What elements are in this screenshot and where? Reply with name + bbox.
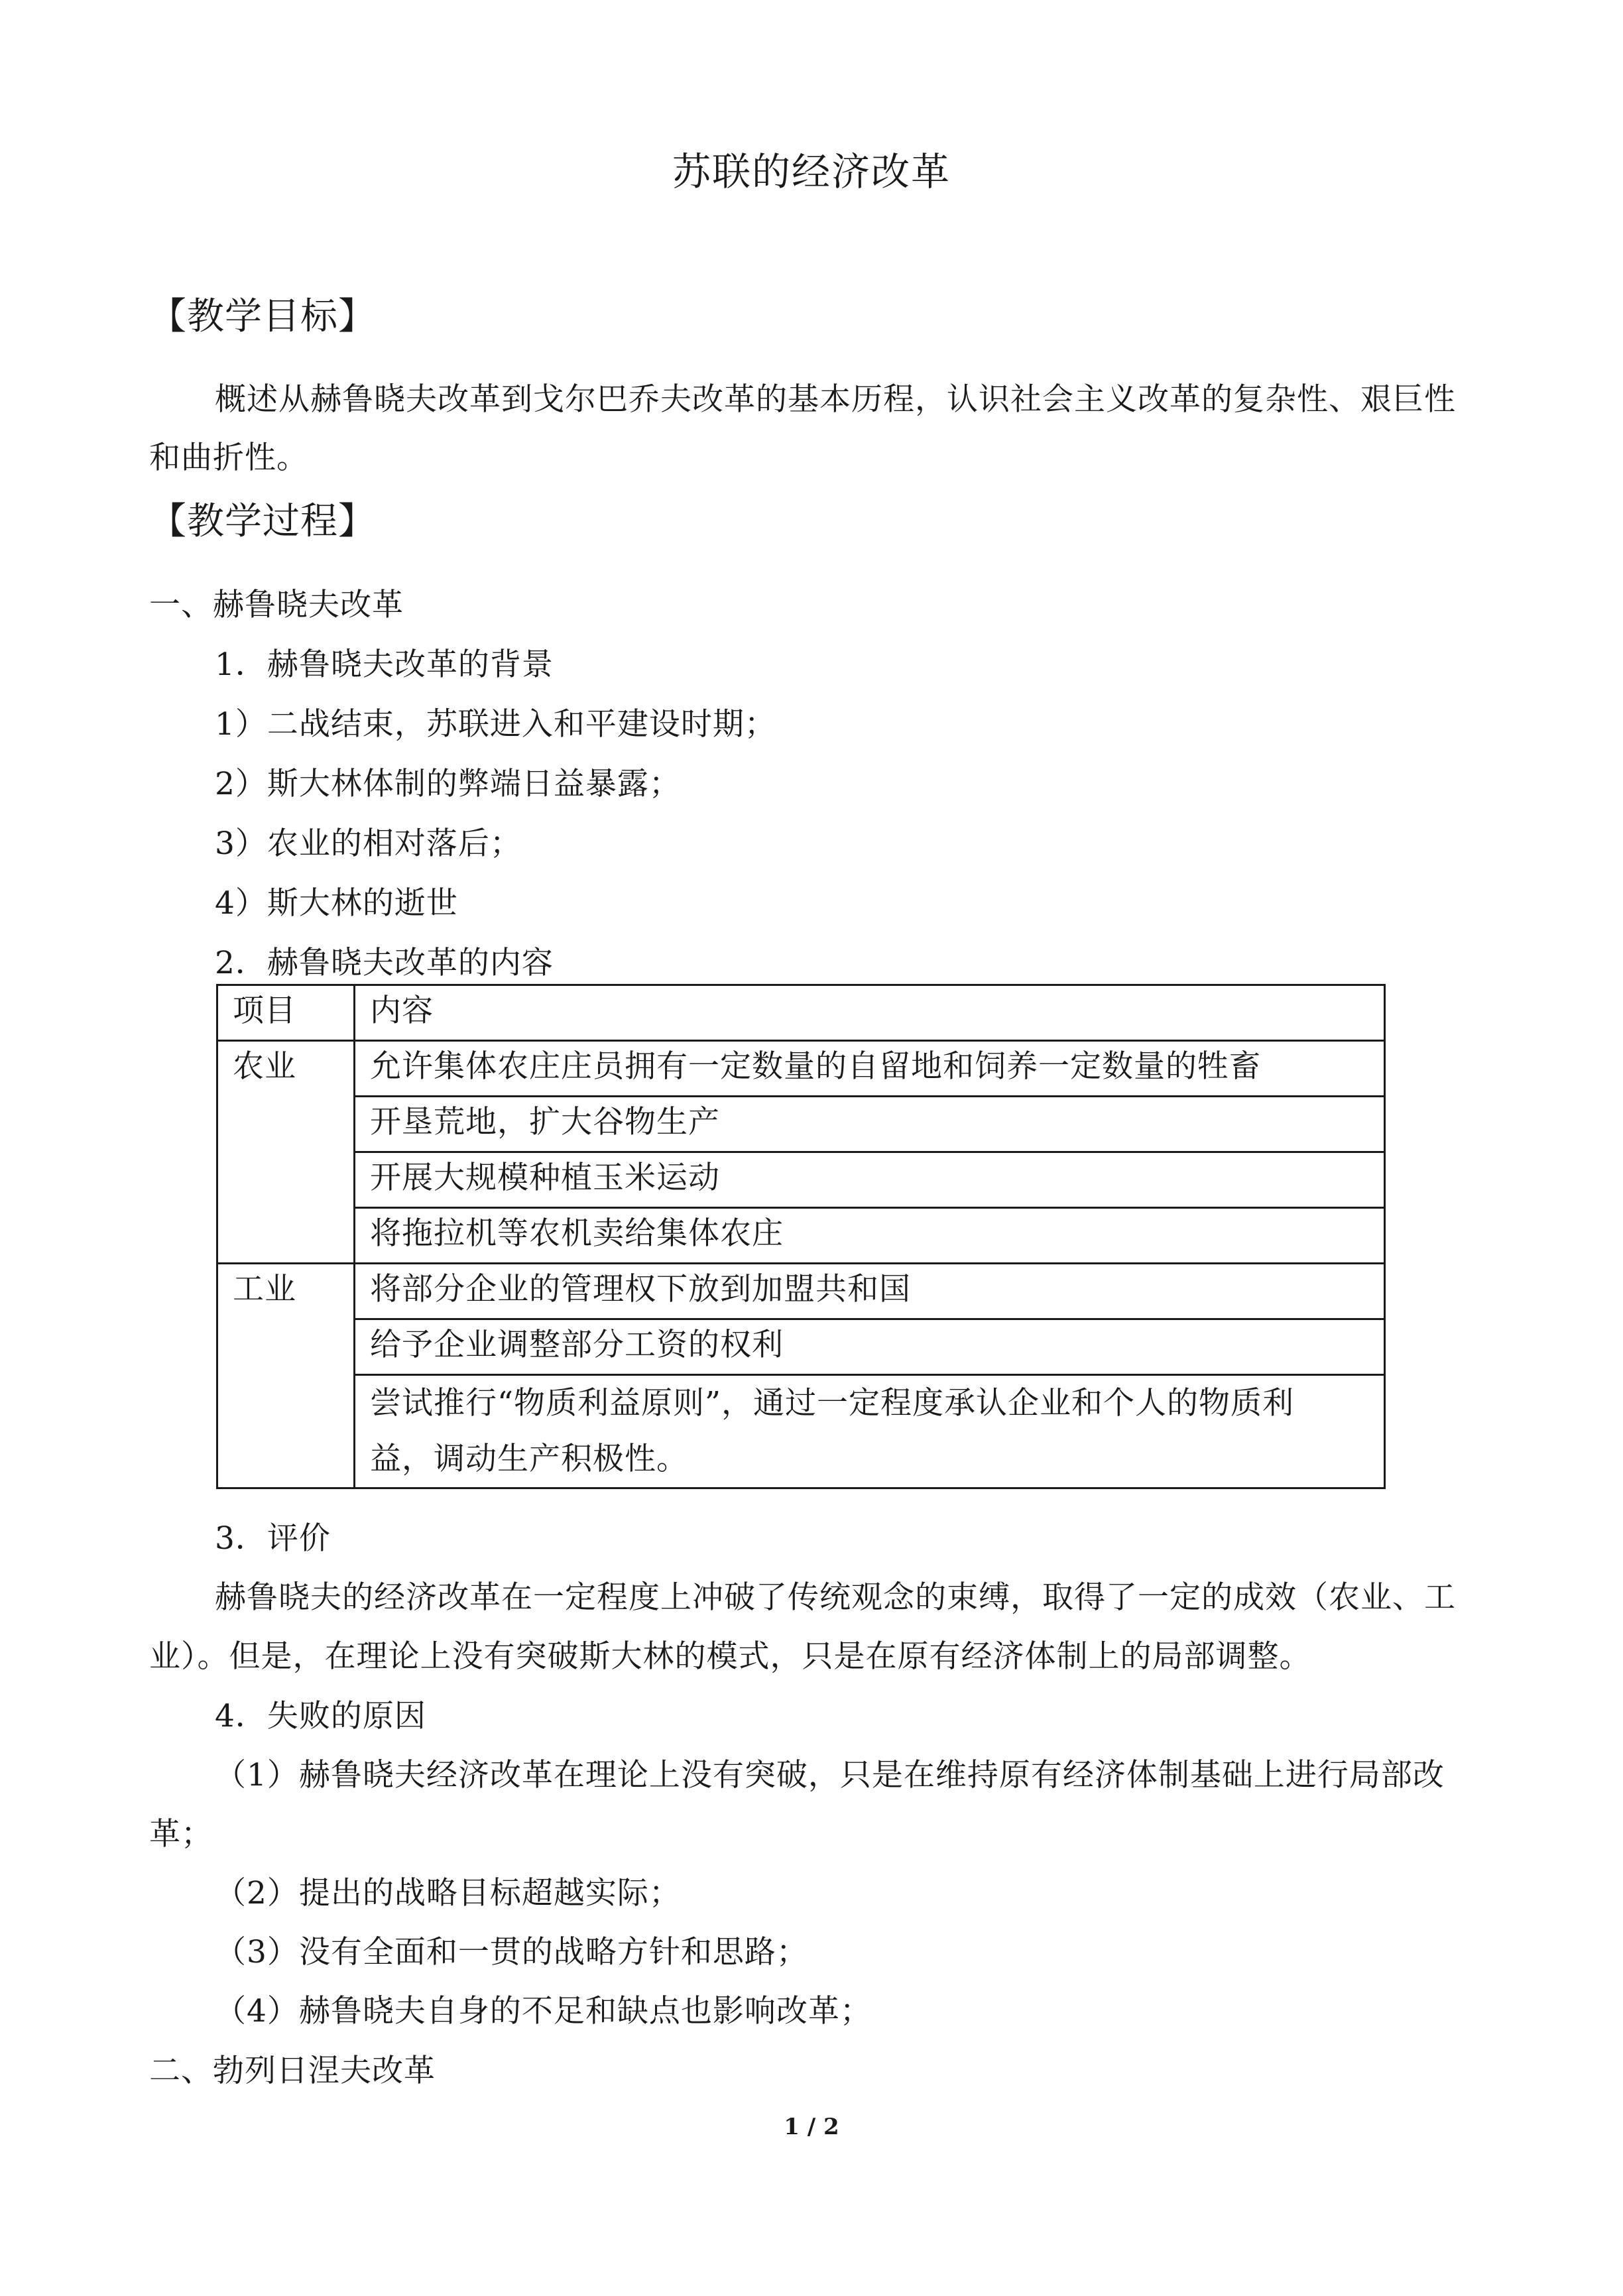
table-cell-line: 益，调动生产积极性。 xyxy=(370,1441,688,1477)
bg-item: 3）农业的相对落后； xyxy=(215,825,522,862)
page-title: 苏联的经济改革 xyxy=(672,149,951,194)
page-number: 1 / 2 xyxy=(784,2114,839,2140)
table-header-cell: 内容 xyxy=(355,985,1385,1041)
table-row xyxy=(217,1264,1385,1319)
part1-sub2: 2．赫鲁晓夫改革的内容 xyxy=(215,945,554,981)
table-row xyxy=(217,1041,1385,1097)
bg-item: 4）斯大林的逝世 xyxy=(215,885,458,922)
failure-item: （2）提出的战略目标超越实际； xyxy=(215,1875,681,1911)
objectives-text-line1: 概述从赫鲁晓夫改革到戈尔巴乔夫改革的基本历程，认识社会主义改革的复杂性、艰巨性 xyxy=(215,381,1456,418)
table-cell: 将部分企业的管理权下放到加盟共和国 xyxy=(355,1264,1385,1319)
table-cell: 将拖拉机等农机卖给集体农庄 xyxy=(355,1208,1385,1264)
table-cell: 开垦荒地，扩大谷物生产 xyxy=(355,1097,1385,1152)
bg-item: 2）斯大林体制的弊端日益暴露； xyxy=(215,766,681,802)
table-header-row xyxy=(217,985,1385,1041)
failure-item: （4）赫鲁晓夫自身的不足和缺点也影响改革； xyxy=(215,1993,872,2029)
category-agriculture: 农业 xyxy=(217,1041,355,1264)
reform-content-table xyxy=(216,984,1386,1489)
objectives-heading: 【教学目标】 xyxy=(149,295,376,338)
bg-item: 1）二战结束，苏联进入和平建设时期； xyxy=(215,706,776,743)
evaluation-line1: 赫鲁晓夫的经济改革在一定程度上冲破了传统观念的束缚，取得了一定的成效（农业、工 xyxy=(215,1579,1456,1616)
process-heading: 【教学过程】 xyxy=(149,500,376,543)
category-industry: 工业 xyxy=(217,1264,355,1488)
table-row xyxy=(217,1208,1385,1264)
part1-sub3: 3．评价 xyxy=(215,1520,331,1557)
failure-item: （1）赫鲁晓夫经济改革在理论上没有突破，只是在维持原有经济体制基础上进行局部改 xyxy=(215,1757,1445,1793)
evaluation-line2: 业）。但是，在理论上没有突破斯大林的模式，只是在原有经济体制上的局部调整。 xyxy=(149,1638,1311,1675)
table-cell: 开展大规模种植玉米运动 xyxy=(355,1152,1385,1208)
table-row xyxy=(217,1152,1385,1208)
part1-heading: 一、赫鲁晓夫改革 xyxy=(149,587,404,623)
table-cell: 给予企业调整部分工资的权利 xyxy=(355,1319,1385,1375)
table-header-cell: 项目 xyxy=(217,985,355,1041)
failure-item: （3）没有全面和一贯的战略方针和思路； xyxy=(215,1934,808,1970)
table-row xyxy=(217,1375,1385,1488)
table-cell xyxy=(355,1375,1385,1488)
table-cell-line: 尝试推行“物质利益原则”，通过一定程度承认企业和个人的物质利 xyxy=(370,1385,1295,1421)
failure-item-cont: 革； xyxy=(149,1816,213,1852)
objectives-text-line2: 和曲折性。 xyxy=(149,440,308,476)
table-row xyxy=(217,1097,1385,1152)
table-row xyxy=(217,1319,1385,1375)
table-cell: 允许集体农庄庄员拥有一定数量的自留地和饲养一定数量的牲畜 xyxy=(355,1041,1385,1097)
part1-sub1: 1．赫鲁晓夫改革的背景 xyxy=(215,646,554,683)
part1-sub4: 4．失败的原因 xyxy=(215,1698,426,1734)
part2-heading: 二、勃列日涅夫改革 xyxy=(149,2053,436,2089)
